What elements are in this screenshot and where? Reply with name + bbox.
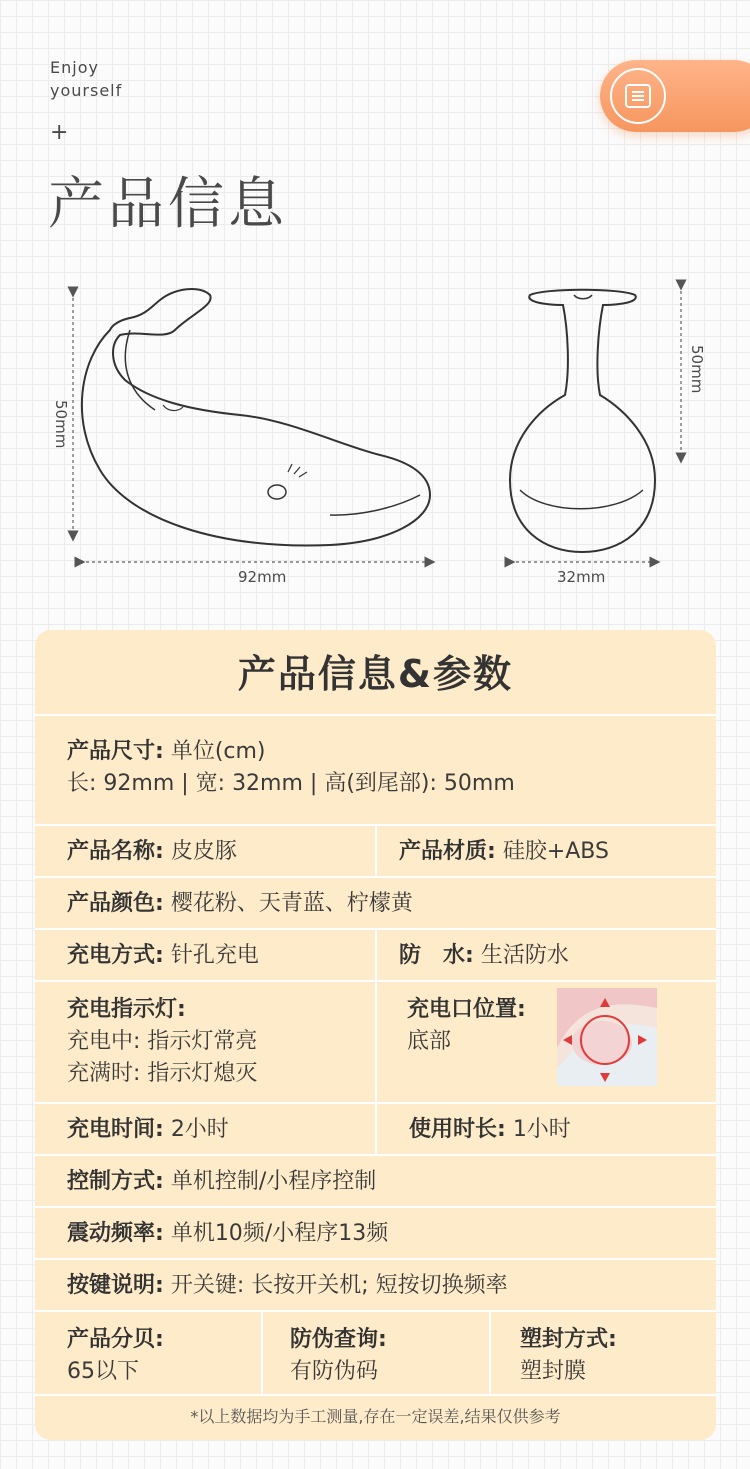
size-detail: 长: 92mm | 宽: 32mm | 高(到尾部): 50mm xyxy=(67,771,515,796)
page-title: 产品信息 xyxy=(48,172,288,237)
front-height-label: 50mm xyxy=(688,345,706,394)
vibration-value: 单机10频/小程序13频 xyxy=(170,1221,389,1246)
row-time xyxy=(35,1102,716,1154)
tagline-line1: Enjoy xyxy=(50,58,99,77)
product-info-card xyxy=(35,630,716,1440)
front-width-label: 32mm xyxy=(557,568,606,586)
button-value: 开关键: 长按开关机; 短按切换频率 xyxy=(170,1273,508,1298)
card-title: 产品信息&参数 xyxy=(237,652,514,696)
footnote: *以上数据均为手工测量,存在一定误差,结果仅供参考 xyxy=(190,1407,561,1426)
control-value: 单机控制/小程序控制 xyxy=(170,1169,377,1194)
charging-port-photo xyxy=(557,988,657,1086)
charge-method-label: 充电方式: xyxy=(67,943,164,968)
indicator-line1: 充电中: 指示灯常亮 xyxy=(67,1029,258,1054)
divider xyxy=(375,930,377,980)
charge-method-value: 针孔充电 xyxy=(170,943,259,968)
divider xyxy=(375,982,377,1102)
size-label: 产品尺寸: xyxy=(67,739,164,764)
tagline xyxy=(50,56,122,102)
indicator-label: 充电指示灯: xyxy=(67,997,186,1022)
packaging-label: 塑封方式: xyxy=(520,1327,617,1352)
side-height-label: 50mm xyxy=(52,400,70,449)
product-dimension-diagram xyxy=(0,270,750,600)
divider xyxy=(489,1312,491,1394)
document-list-icon xyxy=(610,68,666,124)
use-time-value: 1小时 xyxy=(512,1117,571,1142)
indicator-line2: 充满时: 指示灯熄灭 xyxy=(67,1061,258,1086)
waterproof-label: 防 水: xyxy=(399,943,474,968)
waterproof-value: 生活防水 xyxy=(480,943,569,968)
decibel-label: 产品分贝: xyxy=(67,1327,164,1352)
row-color xyxy=(35,876,716,928)
name-value: 皮皮豚 xyxy=(170,839,237,864)
row-indicator-port xyxy=(35,980,716,1102)
row-button xyxy=(35,1258,716,1310)
port-value: 底部 xyxy=(407,1029,452,1054)
row-control xyxy=(35,1154,716,1206)
row-vibration xyxy=(35,1206,716,1258)
color-label: 产品颜色: xyxy=(67,891,164,916)
side-length-label: 92mm xyxy=(238,568,287,586)
material-value: 硅胶+ABS xyxy=(502,839,609,864)
menu-button[interactable] xyxy=(600,60,750,132)
size-unit: 单位(cm) xyxy=(170,739,266,764)
name-label: 产品名称: xyxy=(67,839,164,864)
anti-fake-value: 有防伪码 xyxy=(290,1359,379,1384)
anti-fake-label: 防伪查询: xyxy=(290,1327,387,1352)
decibel-value: 65以下 xyxy=(67,1359,139,1384)
row-size xyxy=(35,714,716,824)
port-label: 充电口位置: xyxy=(407,997,526,1022)
plus-mark: + xyxy=(50,120,69,145)
divider xyxy=(375,1104,377,1154)
control-label: 控制方式: xyxy=(67,1169,164,1194)
packaging-value: 塑封膜 xyxy=(520,1359,587,1384)
row-charge-waterproof xyxy=(35,928,716,980)
divider xyxy=(375,826,377,876)
dolphin-outline-drawing xyxy=(0,270,750,600)
row-name-material xyxy=(35,824,716,876)
use-time-label: 使用时长: xyxy=(409,1117,506,1142)
divider xyxy=(261,1312,263,1394)
row-misc xyxy=(35,1310,716,1396)
material-label: 产品材质: xyxy=(399,839,496,864)
button-label: 按键说明: xyxy=(67,1273,164,1298)
charge-time-label: 充电时间: xyxy=(67,1117,164,1142)
color-value: 樱花粉、天青蓝、柠檬黄 xyxy=(170,891,413,916)
vibration-label: 震动频率: xyxy=(67,1221,164,1246)
charge-time-value: 2小时 xyxy=(170,1117,229,1142)
tagline-line2: yourself xyxy=(50,81,123,100)
